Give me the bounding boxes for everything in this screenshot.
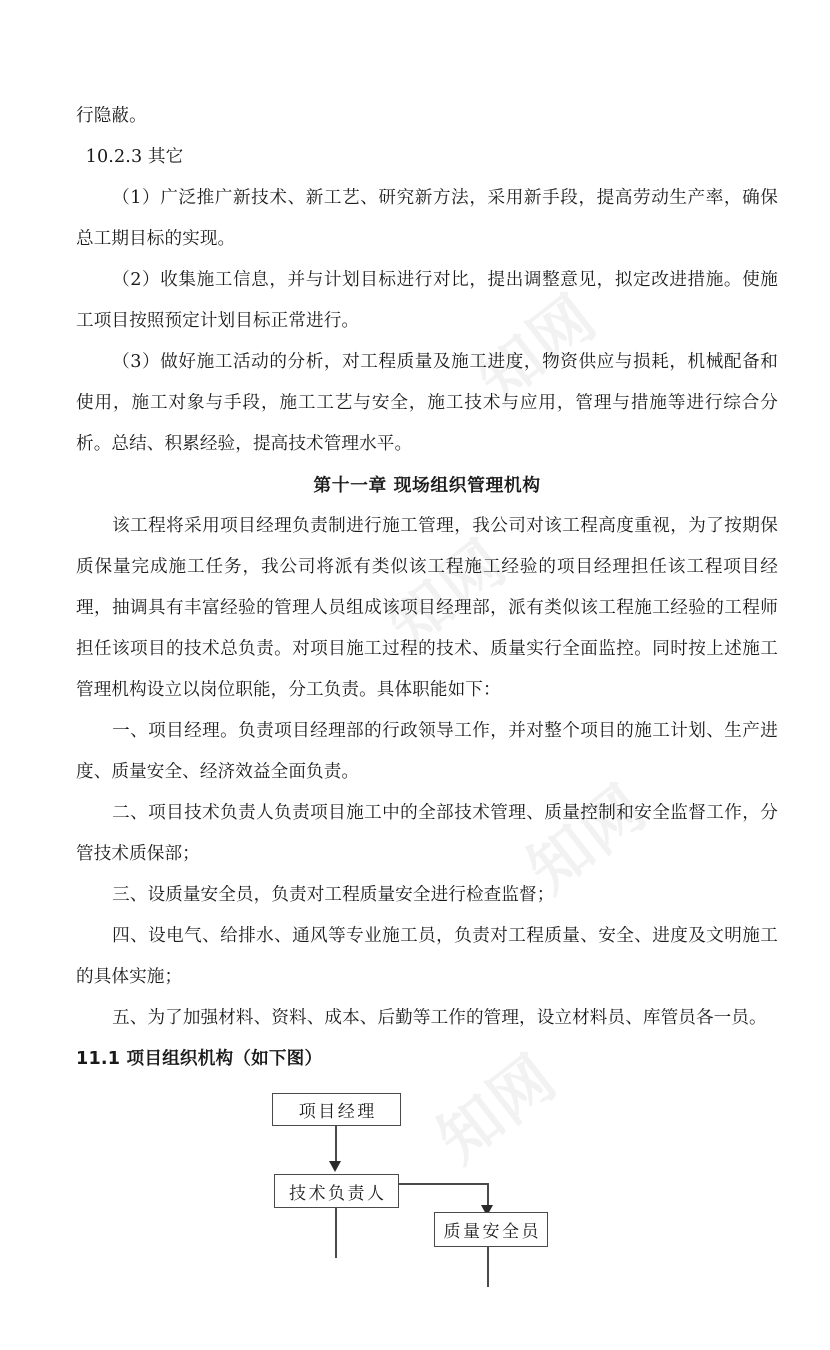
- paragraph-item-1: （1）广泛推广新技术、新工艺、研究新方法，采用新手段，提高劳动生产率，确保总工期目标的实现。: [76, 188, 778, 249]
- org-connector-manager-to-lead: [335, 1126, 337, 1162]
- watermark-text: 知网: [514, 770, 660, 907]
- org-connector-lead-to-quality-horizontal: [399, 1183, 489, 1185]
- org-arrowhead-down-to-lead: [329, 1161, 341, 1172]
- paragraph-duty-3: 三、设质量安全员，负责对工程质量安全进行检查监督；: [112, 885, 555, 905]
- section-title-11-1: 11.1 项目组织机构（如下图）: [76, 1049, 323, 1069]
- paragraph-duty-4: 四、设电气、给排水、通风等专业施工员，负责对工程质量、安全、进度及文明施工的具体实施；: [76, 926, 778, 987]
- heading-10-2-3: 10.2.3 其它: [85, 147, 184, 167]
- paragraph-duty-5: 五、为了加强材料、资料、成本、后勤等工作的管理，设立材料员、库管员各一员。: [112, 1008, 767, 1028]
- paragraph-duty-2: 二、项目技术负责人负责项目施工中的全部技术管理、质量控制和安全监督工作，分管技术质保部；: [76, 803, 778, 864]
- paragraph-intro: 该工程将采用项目经理负责制进行施工管理，我公司对该工程高度重视，为了按期保质保量完成施工任务，我公司将派有类似该工程施工经验的项目经理担任该工程项目经理，抽调具有丰富经验的管理人员组成该项目经理部，派有类似该工程施工经验的工程师担任该项目的技术总负责。对项目施工过程的技术、质量实行全面监控。同时按上述施工管理机构设立以岗位职能，分工负责。具体职能如下：: [76, 516, 778, 700]
- paragraph-continuation: 行隐蔽。: [76, 106, 147, 126]
- org-connector-lead-downward: [335, 1208, 337, 1258]
- org-chart: [0, 1082, 830, 1350]
- paragraph-item-2: （2）收集施工信息，并与计划目标进行对比，提出调整意见，拟定改进措施。使施工项目按照预定计划目标正常进行。: [76, 270, 778, 331]
- org-node-project-manager: 项目经理: [272, 1093, 401, 1126]
- org-connector-quality-downward: [487, 1247, 489, 1287]
- watermark-text: 知网: [464, 280, 610, 417]
- chapter-title: 第十一章 现场组织管理机构: [313, 475, 541, 496]
- paragraph-duty-1: 一、项目经理。负责项目经理部的行政领导工作，并对整个项目的施工计划、生产进度、质量安全、经济效益全面负责。: [76, 721, 778, 782]
- watermark-text: 知网: [424, 1040, 570, 1177]
- watermark-text: 知网: [374, 525, 520, 662]
- paragraph-item-3: （3）做好施工活动的分析，对工程质量及施工进度，物资供应与损耗，机械配备和使用，施工对象与手段，施工工艺与安全，施工技术与应用，管理与措施等进行综合分析。总结、积累经验，提高技术管理水平。: [76, 352, 778, 454]
- org-node-technical-lead: 技术负责人: [274, 1174, 399, 1208]
- org-node-quality-safety-officer: 质量安全员: [434, 1212, 548, 1247]
